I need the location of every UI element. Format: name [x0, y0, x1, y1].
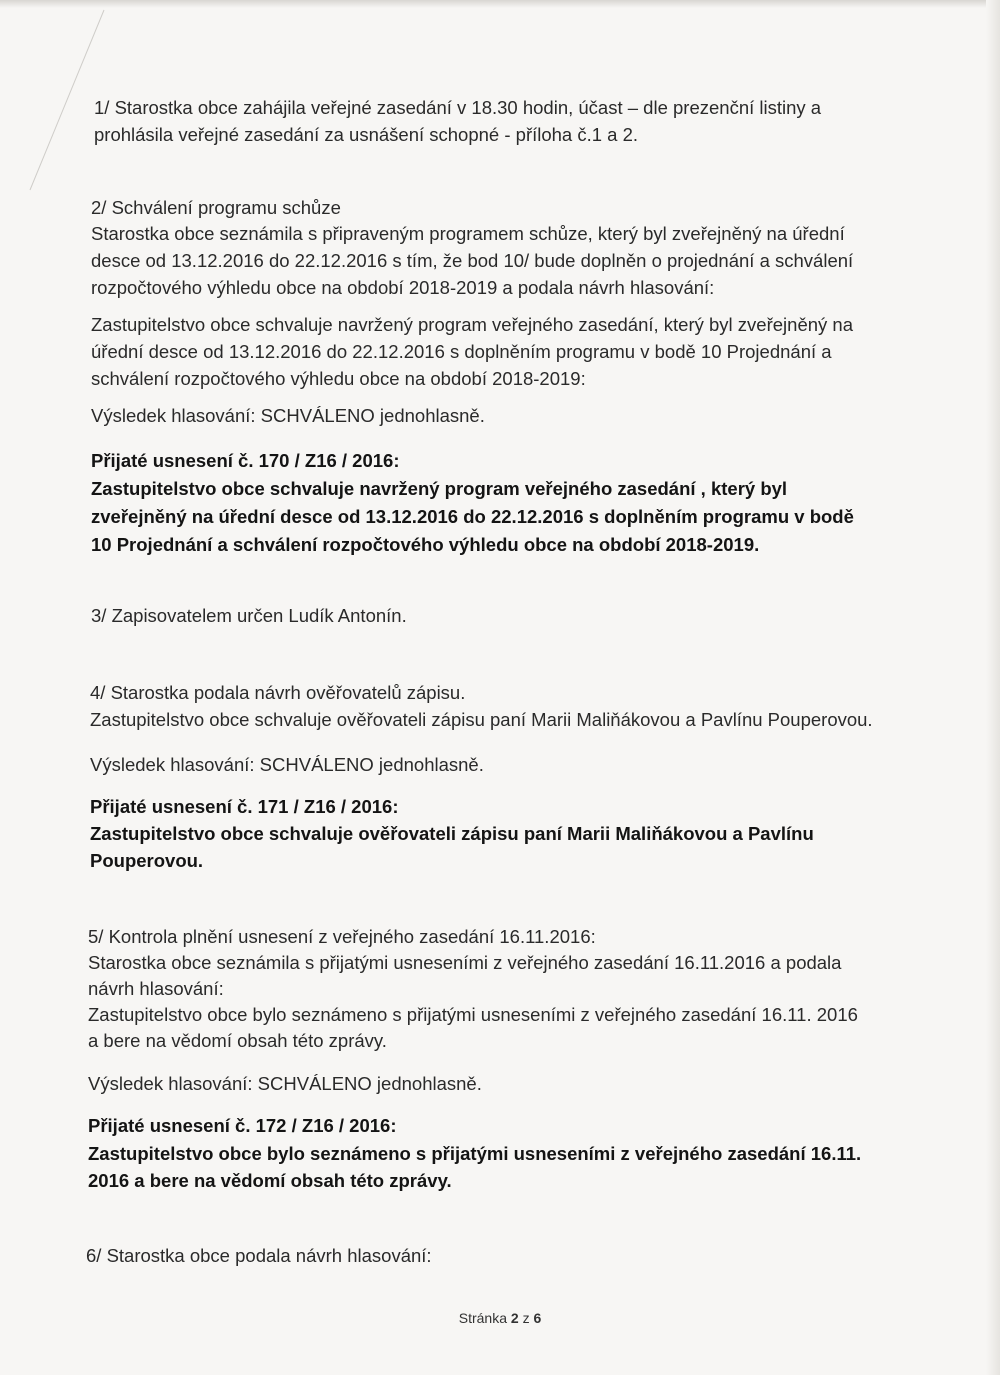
item-2-line-4: Zastupitelstvo obce schvaluje navržený program veřejného zasedání, který byl zveřejněný na: [91, 314, 853, 335]
page-footer: [0, 1310, 1000, 1326]
resolution-170-title: Přijaté usnesení č. 170 / Z16 / 2016:: [91, 450, 400, 471]
item-5-line-3: Zastupitelstvo obce bylo seznámeno s přijatými usneseními z veřejného zasedání 16.11. 2016: [88, 1004, 858, 1025]
item-5-line-1: Starostka obce seznámila s přijatými usneseními z veřejného zasedání 16.11.2016 a podala: [88, 952, 842, 973]
item-6-heading: 6/ Starostka obce podala návrh hlasování:: [86, 1245, 432, 1266]
item-4-heading: 4/ Starostka podala návrh ověřovatelů zápisu.: [90, 682, 466, 703]
resolution-172-line-2: 2016 a bere na vědomí obsah této zprávy.: [88, 1170, 452, 1191]
item-5-line-4: a bere na vědomí obsah této zprávy.: [88, 1030, 387, 1051]
resolution-170-line-3: 10 Projednání a schválení rozpočtového výhledu obce na období 2018-2019.: [91, 534, 760, 555]
item-2-line-5: úřední desce od 13.12.2016 do 22.12.2016 s doplněním programu v bodě 10 Projednání a: [91, 341, 832, 362]
resolution-172-line-1: Zastupitelstvo obce bylo seznámeno s přijatými usneseními z veřejného zasedání 16.11.: [88, 1143, 862, 1164]
footer-prefix: Stránka: [458, 1310, 507, 1326]
footer-page-total: 6: [533, 1310, 542, 1326]
footer-page-number: 2: [510, 1310, 519, 1326]
scan-top-edge: [0, 0, 1000, 8]
item-1-line-1: 1/ Starostka obce zahájila veřejné zasedání v 18.30 hodin, účast – dle prezenční listiny a: [94, 97, 822, 118]
item-2-line-1: Starostka obce seznámila s připraveným programem schůze, který byl zveřejněný na úřední: [91, 223, 845, 244]
item-2-heading: 2/ Schválení programu schůze: [91, 197, 341, 218]
resolution-172-title: Přijaté usnesení č. 172 / Z16 / 2016:: [88, 1115, 397, 1136]
item-4-line-1: Zastupitelstvo obce schvaluje ověřovateli zápisu paní Marii Maliňákovou a Pavlínu Pouperovou.: [90, 709, 873, 730]
resolution-171-line-1: Zastupitelstvo obce schvaluje ověřovateli zápisu paní Marii Maliňákovou a Pavlínu: [90, 823, 814, 844]
item-2-line-3: rozpočtového výhledu obce na období 2018-2019 a podala návrh hlasování:: [91, 277, 715, 298]
resolution-170-line-2: zveřejněný na úřední desce od 13.12.2016 do 22.12.2016 s doplněním programu v bodě: [91, 506, 854, 527]
item-5-line-2: návrh hlasování:: [88, 978, 224, 999]
resolution-171-line-2: Pouperovou.: [90, 850, 204, 871]
item-5-heading: 5/ Kontrola plnění usnesení z veřejného zasedání 16.11.2016:: [88, 926, 596, 947]
resolution-171-title: Přijaté usnesení č. 171 / Z16 / 2016:: [90, 796, 399, 817]
item-2-line-2: desce od 13.12.2016 do 22.12.2016 s tím, že bod 10/ bude doplněn o projednání a schválení: [91, 250, 854, 271]
vote-result-3: Výsledek hlasování: SCHVÁLENO jednohlasně.: [88, 1073, 482, 1094]
vote-result-1: Výsledek hlasování: SCHVÁLENO jednohlasně.: [91, 405, 485, 426]
vote-result-2: Výsledek hlasování: SCHVÁLENO jednohlasně.: [90, 754, 484, 775]
item-1-line-2: prohlásila veřejné zasedání za usnášení schopné - příloha č.1 a 2.: [94, 124, 639, 145]
footer-middle: z: [522, 1310, 530, 1326]
item-2-line-6: schválení rozpočtového výhledu obce na období 2018-2019:: [91, 368, 586, 389]
scan-right-edge: [986, 0, 1000, 1375]
item-3-line: 3/ Zapisovatelem určen Ludík Antonín.: [91, 605, 407, 626]
resolution-170-line-1: Zastupitelstvo obce schvaluje navržený program veřejného zasedání , který byl: [91, 478, 788, 499]
